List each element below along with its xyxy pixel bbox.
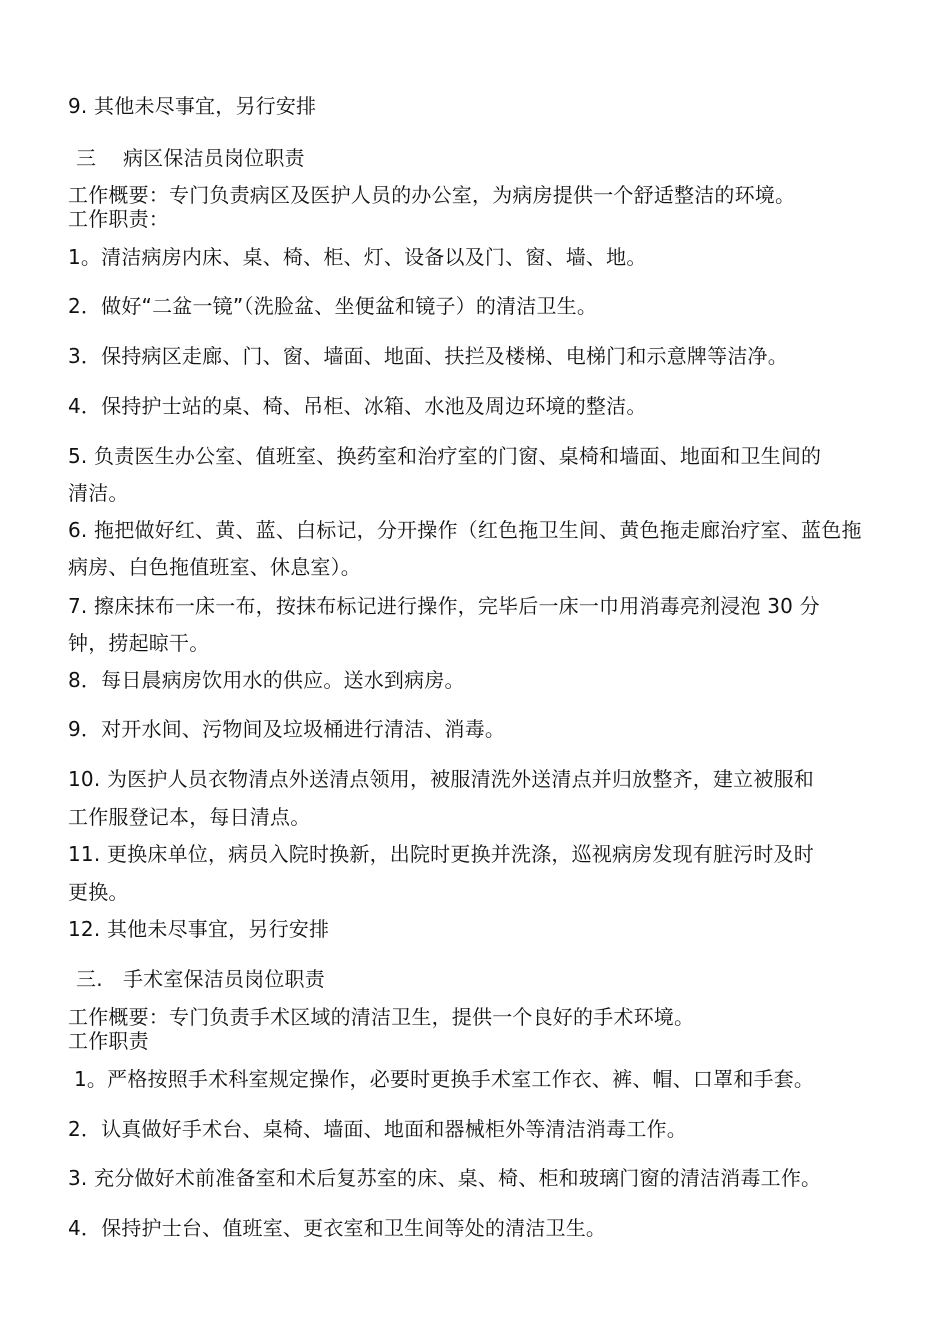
section-heading: 三 病区保洁员岗位职责 [76, 146, 305, 170]
text-line: 4．保持护士台、值班室、更衣室和卫生间等处的清洁卫生。 [68, 1216, 607, 1240]
text-line: 3. 充分做好术前准备室和术后复苏室的床、桌、椅、柜和玻璃门窗的清洁消毒工作。 [68, 1166, 822, 1190]
text-line: 6. 拖把做好红、黄、蓝、白标记，分开操作（红色拖卫生间、黄色拖走廊治疗室、蓝色拖 [68, 518, 862, 542]
text-line: 工作概要：专门负责手术区域的清洁卫生，提供一个良好的手术环境。 [68, 1005, 695, 1029]
text-line: 1。清洁病房内床、桌、椅、柜、灯、设备以及门、窗、墙、地。 [68, 245, 647, 269]
text-line: 9．对开水间、污物间及垃圾桶进行清洁、消毒。 [68, 717, 506, 741]
text-line: 7. 擦床抹布一床一布，按抹布标记进行操作，完毕后一床一巾用消毒亮剂浸泡 30 分 [68, 594, 820, 618]
text-line: 2．认真做好手术台、桌椅、墙面、地面和器械柜外等清洁消毒工作。 [68, 1117, 687, 1141]
text-line: 1。严格按照手术科室规定操作，必要时更换手术室工作衣、裤、帽、口罩和手套。 [74, 1067, 815, 1091]
text-line: 4．保持护士站的桌、椅、吊柜、冰箱、水池及周边环境的整洁。 [68, 394, 647, 418]
text-line: 12. 其他未尽事宜，另行安排 [68, 917, 330, 941]
text-line: 10. 为医护人员衣物清点外送清点领用，被服清洗外送清点并归放整齐，建立被服和 [68, 767, 814, 791]
text-line: 工作服登记本，每日清点。 [68, 805, 311, 829]
text-line: 工作职责 [68, 1029, 149, 1053]
text-line: 3．保持病区走廊、门、窗、墙面、地面、扶拦及楼梯、电梯门和示意牌等洁净。 [68, 344, 788, 368]
text-line: 更换。 [68, 880, 129, 904]
text-line: 8．每日晨病房饮用水的供应。送水到病房。 [68, 668, 465, 692]
text-line: 钟，捞起晾干。 [68, 631, 210, 655]
text-line: 工作概要：专门负责病区及医护人员的办公室，为病房提供一个舒适整洁的环境。 [68, 183, 796, 207]
text-line: 2．做好“二盆一镜”（洗脸盆、坐便盆和镜子）的清洁卫生。 [68, 294, 598, 318]
text-line: 11. 更换床单位，病员入院时换新，出院时更换并洗涤，巡视病房发现有脏污时及时 [68, 842, 814, 866]
text-line: 9. 其他未尽事宜，另行安排 [68, 94, 317, 118]
text-line: 5. 负责医生办公室、值班室、换药室和治疗室的门窗、桌椅和墙面、地面和卫生间的 [68, 444, 822, 468]
text-line: 清洁。 [68, 481, 129, 505]
text-line: 工作职责： [68, 207, 169, 231]
section-heading: 三. 手术室保洁员岗位职责 [76, 967, 325, 991]
text-line: 病房、白色拖值班室、休息室）。 [68, 555, 361, 579]
